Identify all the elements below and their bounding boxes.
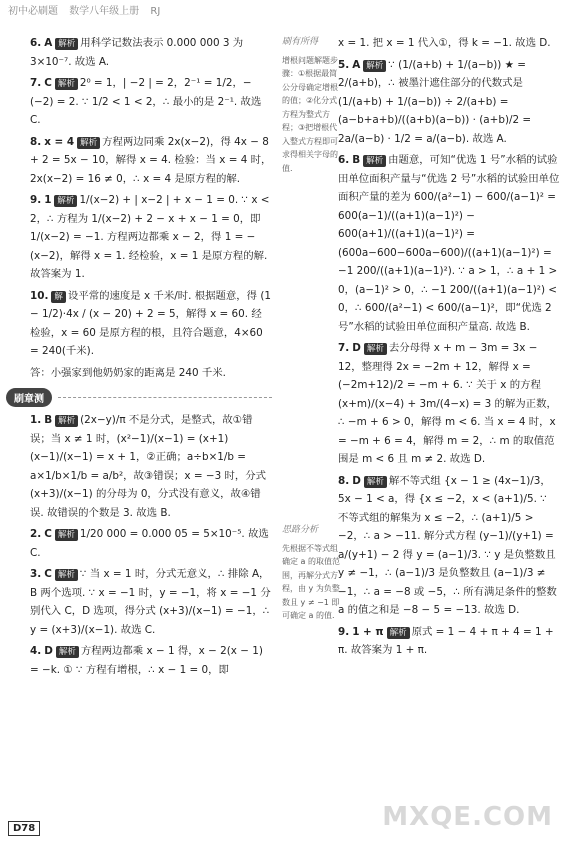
side-note-1 bbox=[282, 36, 340, 175]
solution-text: 1/(x−2) + | x−2 | + x − 1 = 0. ∵ x < 2，∴ 方程为 1/(x−2) + 2 − x + x − 1 = 0，即 1/(x−2) = −1. 方程两边都乘 x − 2，得 1 = −(x−2)，解得 x = 1. 经检验，x = 1 是原方程的解. 故答案为 1. bbox=[30, 194, 270, 280]
solution-text: 答：小强家到他奶奶家的距离是 240 千米. bbox=[30, 366, 226, 379]
edition-label: RJ bbox=[150, 6, 161, 17]
solution-text: 设平常的速度是 x 千米/时. 根据题意，得 (1 − 1/2)·4x / (x − 20) + 2 = 5，解得 x = 60. 经检验，x = 60 是原方程的根，且符合题意，4×60 = 240(千米). bbox=[30, 289, 272, 357]
question-number: 7. bbox=[338, 342, 350, 354]
solution-text: 用科学记数法表示 0.000 000 3 为 3×10⁻⁷. 故选 A. bbox=[30, 37, 244, 68]
answer-item bbox=[30, 133, 272, 189]
analysis-tag: 解析 bbox=[364, 343, 387, 355]
answer-item bbox=[338, 151, 560, 336]
solution-text: 由题意，可知“优选 1 号”水稻的试验田单位面积产量与“优选 2 号”水稻的试验田单位面积产量的差为 600/(a²−1) − 600/(a−1)² = 600(a−1)/((a+1)(a−1)²) − 600(a+1)/((a+1)(a−1)²) = (600a−600−600a−600)/((a+1)(a−1)²) = −1 200/((a+1)(a−1)²). ∵ a > 1，∴ a + 1 > 0，(a−1)² > 0，∴ −1 200/((a+1)(a−1)²) < 0，∴ 600/(a²−1) < 600/(a−1)²，即“优选 2 号”水稻的试验田单位面积产量高. 故选 B. bbox=[338, 154, 560, 333]
analysis-tag: 解析 bbox=[55, 38, 78, 50]
left-column bbox=[14, 34, 272, 682]
answer-item bbox=[30, 287, 272, 361]
answer-choice: B bbox=[44, 414, 53, 426]
analysis-tag: 解析 bbox=[55, 529, 78, 541]
solution-text: ∵ 当 x = 1 时，分式无意义，∴ 排除 A，B 两个选项. ∵ x = −1 时，y = −1，将 x = −1 分别代入 C，D 选项，得分式 (x+3)/(x−1) = −1，∴ y = (x+3)/(x−1). 故选 C. bbox=[30, 568, 271, 636]
question-number: 9. bbox=[338, 625, 350, 638]
solution-text: 1/20 000 = 0.000 05 = 5×10⁻⁵. 故选 C. bbox=[30, 528, 269, 559]
answer-choice: D bbox=[352, 342, 361, 354]
solution-text: x = 1. 把 x = 1 代入①，得 k = −1. 故选 D. bbox=[338, 37, 551, 49]
page-number: D78 bbox=[8, 821, 40, 836]
answer-item bbox=[338, 56, 560, 149]
side-notes bbox=[282, 34, 340, 620]
analysis-tag: 解析 bbox=[77, 137, 100, 149]
analysis-tag: 解 bbox=[51, 291, 66, 303]
solution-text: 解不等式组 {x − 1 ≥ (4x−1)/3，5x − 1 < a，得 {x ≤ −2，x < (a+1)/5. ∵ 不等式组的解集为 x ≤ −2，∴ (a+1)/5 > −2，∴ a > −11. 解分式方程 (y−1)/(y+1) = a/(y+1) − 2 得 y = (a−1)/3. ∵ y 是负整数且 y ≠ −1，∴ (a−1)/3 是负整数且 (a−1)/3 ≠ −1，∴ a = −8 或 −5，∴ 所有满足条件的整数 a 的值之和是 −8 − 5 = −13. 故选 D. bbox=[338, 474, 557, 616]
answer-item bbox=[338, 623, 560, 660]
side-note-2 bbox=[282, 524, 340, 623]
side-note-2-title: 思路分析 bbox=[282, 525, 319, 535]
question-number: 10. bbox=[30, 289, 49, 302]
answer-item bbox=[30, 642, 272, 679]
solution-text: ∵ (1/(a+b) + 1/(a−b)) ★ = 2/(a+b)，∴ 被墨汁遮住部分的代数式是 (1/(a+b) + 1/(a−b)) ÷ 2/(a+b) = (a−b+a+b)/((a+b)(a−b)) · (a+b)/2 = 2a/(a−b) · 1/2 = a/(a−b). 故选 A. bbox=[338, 58, 532, 145]
analysis-tag: 解析 bbox=[363, 60, 386, 72]
analysis-tag: 解析 bbox=[54, 195, 77, 207]
right-column bbox=[338, 34, 560, 663]
section-divider bbox=[58, 397, 272, 398]
answer-choice: C bbox=[44, 568, 52, 580]
solution-text: 去分母得 x + m − 3m = 3x − 12，整理得 2x = −2m + 12，解得 x = (−2m+12)/2 = −m + 6. ∵ 关于 x 的方程 (x+m)/(x−4) + 3m/(4−x) = 3 的解为正数，∴ −m + 6 > 0，解得 m < 6. 当 x = 4 时，x = −m + 6 = 4，解得 m = 2，∴ m 的取值范围是 m < 6 且 m ≠ 2. 故选 D. bbox=[338, 342, 557, 465]
analysis-tag: 解析 bbox=[55, 78, 78, 90]
answer-item bbox=[30, 525, 272, 562]
answer-item bbox=[30, 191, 272, 284]
question-number: 6. bbox=[338, 154, 350, 166]
question-number: 5. bbox=[338, 58, 350, 71]
question-number: 8. bbox=[338, 474, 350, 487]
answer-item bbox=[30, 74, 272, 130]
question-number: 2. bbox=[30, 528, 42, 540]
answer-choice: D bbox=[44, 645, 53, 657]
answer-item bbox=[30, 565, 272, 639]
analysis-tag: 解析 bbox=[364, 476, 387, 488]
answer-choice: x = 4 bbox=[44, 135, 75, 148]
question-number: 6. bbox=[30, 37, 42, 49]
answer-item bbox=[338, 472, 560, 620]
analysis-tag: 解析 bbox=[55, 415, 78, 427]
answer-choice: B bbox=[352, 154, 361, 166]
answer-item bbox=[338, 339, 560, 469]
side-note-1-title: 刷有所得 bbox=[282, 37, 319, 47]
subject-title: 数学八年级上册 bbox=[69, 6, 140, 17]
answer-choice: 1 + π bbox=[352, 625, 384, 638]
answer-choice: 1 bbox=[44, 194, 52, 206]
analysis-tag: 解析 bbox=[363, 155, 386, 167]
answer-item bbox=[338, 34, 560, 53]
analysis-tag: 解析 bbox=[56, 646, 79, 658]
answer-choice: C bbox=[44, 77, 52, 89]
analysis-tag: 解析 bbox=[387, 627, 410, 639]
watermark: MXQE.COM bbox=[382, 802, 553, 832]
question-number: 7. bbox=[30, 77, 42, 89]
solution-text: 方程两边同乘 2x(x−2)，得 4x − 8 + 2 = 5x − 10，解得 x = 4. 检验：当 x = 4 时，2x(x−2) = 16 ≠ 0，∴ x = 4 是原方程的解. bbox=[30, 135, 272, 185]
solution-text: 2⁰ = 1，| −2 | = 2，2⁻¹ = 1/2，−(−2) = 2. ∵ 1/2 < 1 < 2，∴ 最小的是 2⁻¹. 故选 C. bbox=[30, 77, 262, 126]
page-header bbox=[8, 2, 553, 18]
side-note-1-text: 增根问题解题步骤：①根据最简公分母确定增根的值；②化分式方程为整式方程；③把增根代入整式方程即可求得相关字母的值. bbox=[282, 55, 338, 173]
analysis-tag: 解析 bbox=[55, 569, 78, 581]
question-number: 4. bbox=[30, 645, 42, 657]
question-number: 8. bbox=[30, 135, 42, 148]
solution-text: 原式 = 1 − 4 + π + 4 = 1 + π. 故答案为 1 + π. bbox=[338, 625, 554, 656]
solution-text: 方程两边都乘 x − 1 得，x − 2(x − 1) = −k. ① ∵ 方程有增根，∴ x − 1 = 0，即 bbox=[30, 645, 263, 676]
section-badge: 刷章测 bbox=[6, 388, 52, 407]
answer-item bbox=[30, 34, 272, 71]
section-header bbox=[6, 388, 272, 407]
side-note-2-text: 先根据不等式组确定 a 的取值范围，再解分式方程，由 y 为负整数且 y ≠ −1 即可确定 a 的值. bbox=[282, 543, 340, 620]
question-number: 1. bbox=[30, 414, 42, 426]
book-title: 初中必刷题 bbox=[8, 6, 58, 17]
question-number: 3. bbox=[30, 568, 42, 580]
answer-item bbox=[30, 411, 272, 522]
solution-text: (2x−y)/π 不是分式，是整式，故①错误；当 x ≠ 1 时，(x²−1)/(x−1) = (x+1)(x−1)/(x−1) = x + 1，②正确；a÷b×1/b = a×1/b×1/b = a/b²，故③错误；x = −3 时，分式 (x+3)/(x−1) 的分母为 0，分式没有意义，故④错误. 故错误的个数是 3. 故选 B. bbox=[30, 414, 267, 519]
answer-choice: A bbox=[352, 58, 361, 71]
question-number: 9. bbox=[30, 194, 42, 206]
answer-item bbox=[30, 364, 272, 383]
answer-choice: A bbox=[44, 37, 53, 49]
answer-choice: D bbox=[352, 474, 361, 487]
answer-choice: C bbox=[44, 528, 52, 540]
